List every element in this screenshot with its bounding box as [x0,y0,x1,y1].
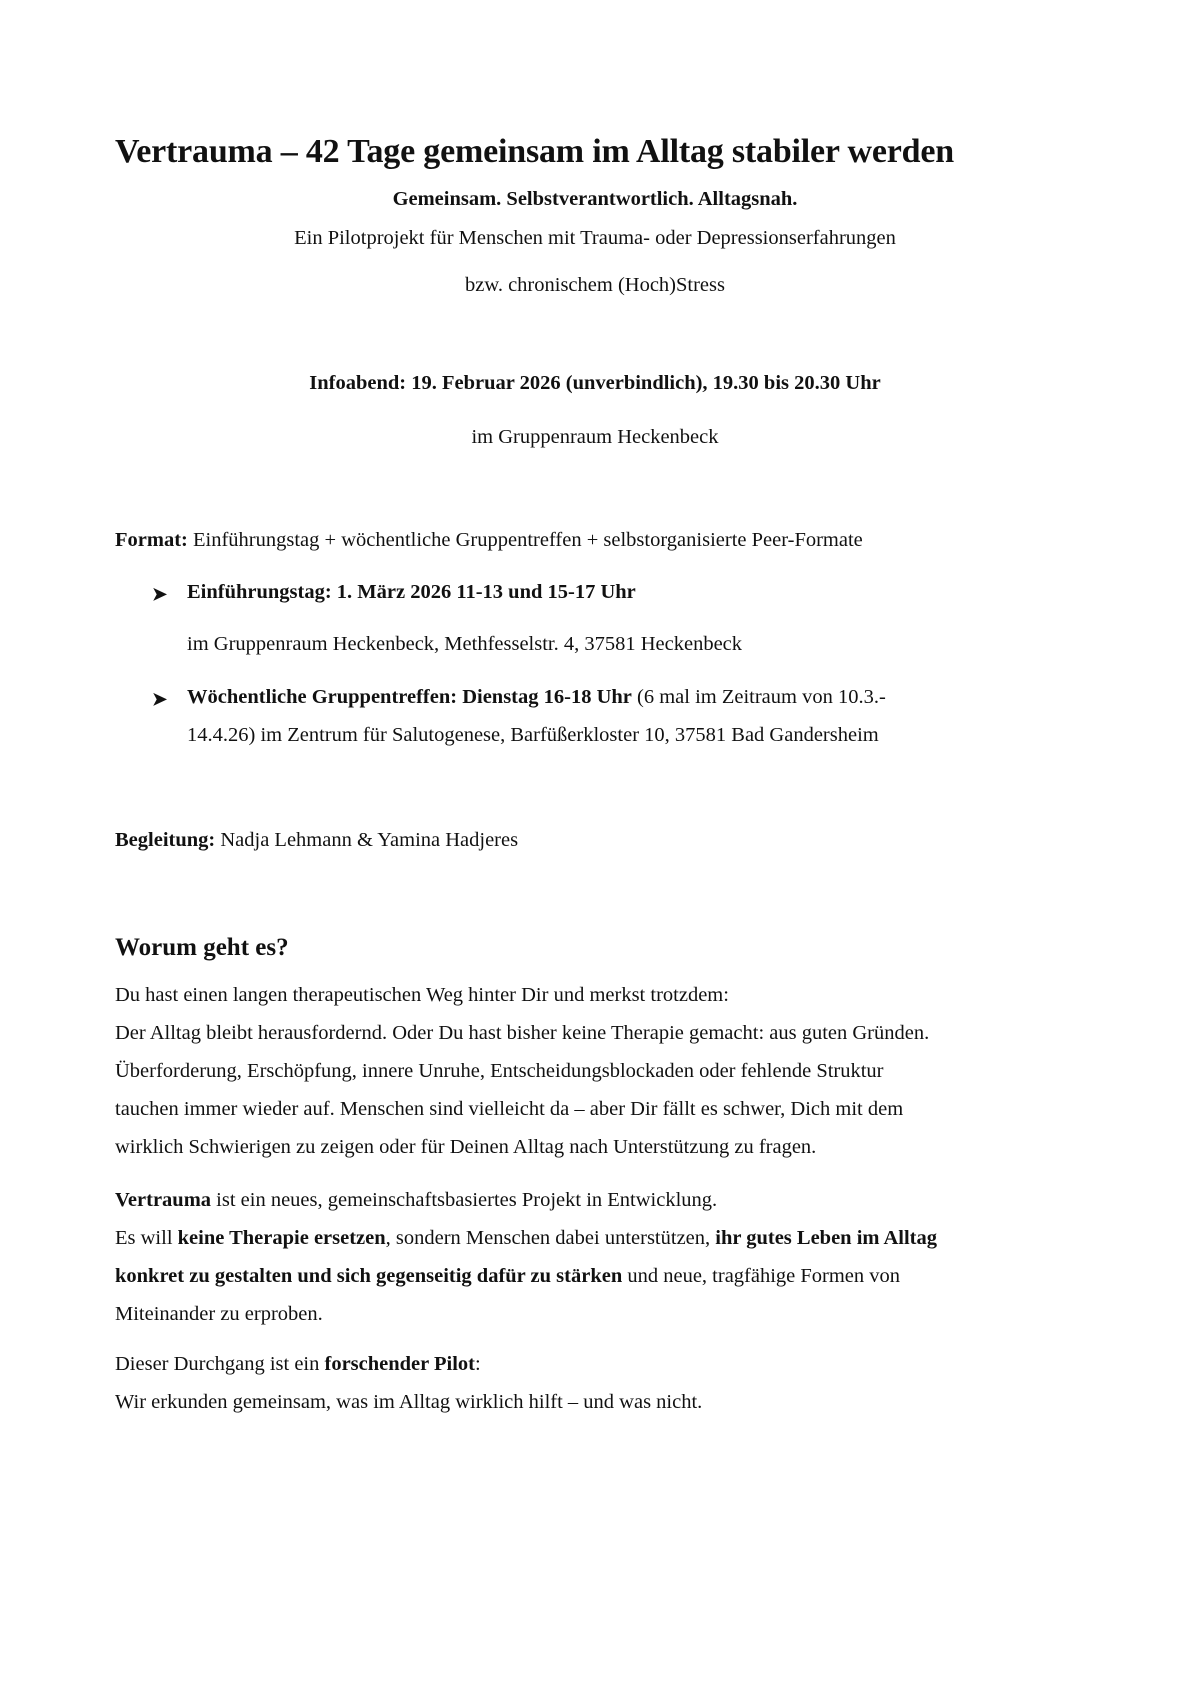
paragraph-line: Der Alltag bleibt herausfordernd. Oder Du hast bisher keine Therapie gemacht: aus guten Gründen. [115,1022,930,1044]
text: und neue, tragfähige Formen von [622,1265,901,1287]
text: Es will [115,1227,178,1249]
bold-text: Vertrauma [115,1189,212,1211]
section-heading: Worum geht es? [115,934,289,961]
paragraph-intro [115,976,1075,1166]
arrowhead-bullet-icon: ➤ [152,689,168,709]
paragraph-line [115,1257,1075,1295]
paragraph-line: Überforderung, Erschöpfung, innere Unruhe, Entscheidungsblockaden oder fehlende Struktur [115,1060,884,1082]
tagline: Gemeinsam. Selbstverantwortlich. Alltagsnah. [392,188,798,210]
bullet-weekly-meetings-location: 14.4.26) im Zentrum für Salutogenese, Barfüßerkloster 10, 37581 Bad Gandersheim [187,724,879,746]
arrowhead-bullet-icon: ➤ [152,584,168,604]
bold-text: konkret zu gestalten und sich gegenseitig dafür zu stärken [115,1265,623,1287]
paragraph-line: tauchen immer wieder auf. Menschen sind vielleicht da – aber Dir fällt es schwer, Dich mit dem [115,1098,904,1120]
paragraph-line [115,1219,1075,1257]
bold-text: forschender Pilot [324,1353,475,1375]
paragraph-line: Miteinander zu erproben. [115,1303,323,1325]
weekly-meetings-bold: Wöchentliche Gruppentreffen: Dienstag 16-18 Uhr [187,686,632,708]
begleitung-label: Begleitung: [115,829,216,851]
bold-text: ihr gutes Leben im Alltag [715,1227,937,1249]
document-title: Vertrauma – 42 Tage gemeinsam im Alltag stabiler werden [115,133,954,170]
weekly-meetings-rest: (6 mal im Zeitraum von 10.3.- [631,686,886,708]
bullet-intro-day-location: im Gruppenraum Heckenbeck, Methfesselstr. 4, 37581 Heckenbeck [187,633,743,655]
paragraph-line [115,1345,1075,1383]
begleitung-line [115,829,518,852]
paragraph-project [115,1181,1075,1333]
info-evening: Infoabend: 19. Februar 2026 (unverbindlich), 19.30 bis 20.30 Uhr [309,372,881,394]
text: Dieser Durchgang ist ein [115,1353,325,1375]
bullet-weekly-meetings [187,686,886,709]
text: : [475,1353,481,1375]
subtitle-line-1: Ein Pilotprojekt für Menschen mit Trauma- oder Depressionserfahrungen [294,227,896,249]
subtitle-line-2: bzw. chronischem (Hoch)Stress [465,274,725,296]
paragraph-line: wirklich Schwierigen zu zeigen oder für Deinen Alltag nach Unterstützung zu fragen. [115,1136,817,1158]
format-line [115,529,863,552]
paragraph-line [115,1181,1075,1219]
paragraph-line: Wir erkunden gemeinsam, was im Alltag wirklich hilft – und was nicht. [115,1391,703,1413]
info-location: im Gruppenraum Heckenbeck [471,426,719,448]
begleitung-names: Nadja Lehmann & Yamina Hadjeres [215,829,519,851]
text: , sondern Menschen dabei unterstützen, [385,1227,716,1249]
paragraph-line: Du hast einen langen therapeutischen Weg hinter Dir und merkst trotzdem: [115,984,729,1006]
format-text: Einführungstag + wöchentliche Gruppentreffen + selbstorganisierte Peer-Formate [187,529,863,551]
paragraph-pilot [115,1345,1075,1421]
text: ist ein neues, gemeinschaftsbasiertes Projekt in Entwicklung. [211,1189,718,1211]
bold-text: keine Therapie ersetzen [177,1227,386,1249]
format-label: Format: [115,529,188,551]
bullet-intro-day: Einführungstag: 1. März 2026 11-13 und 15-17 Uhr [187,581,636,603]
